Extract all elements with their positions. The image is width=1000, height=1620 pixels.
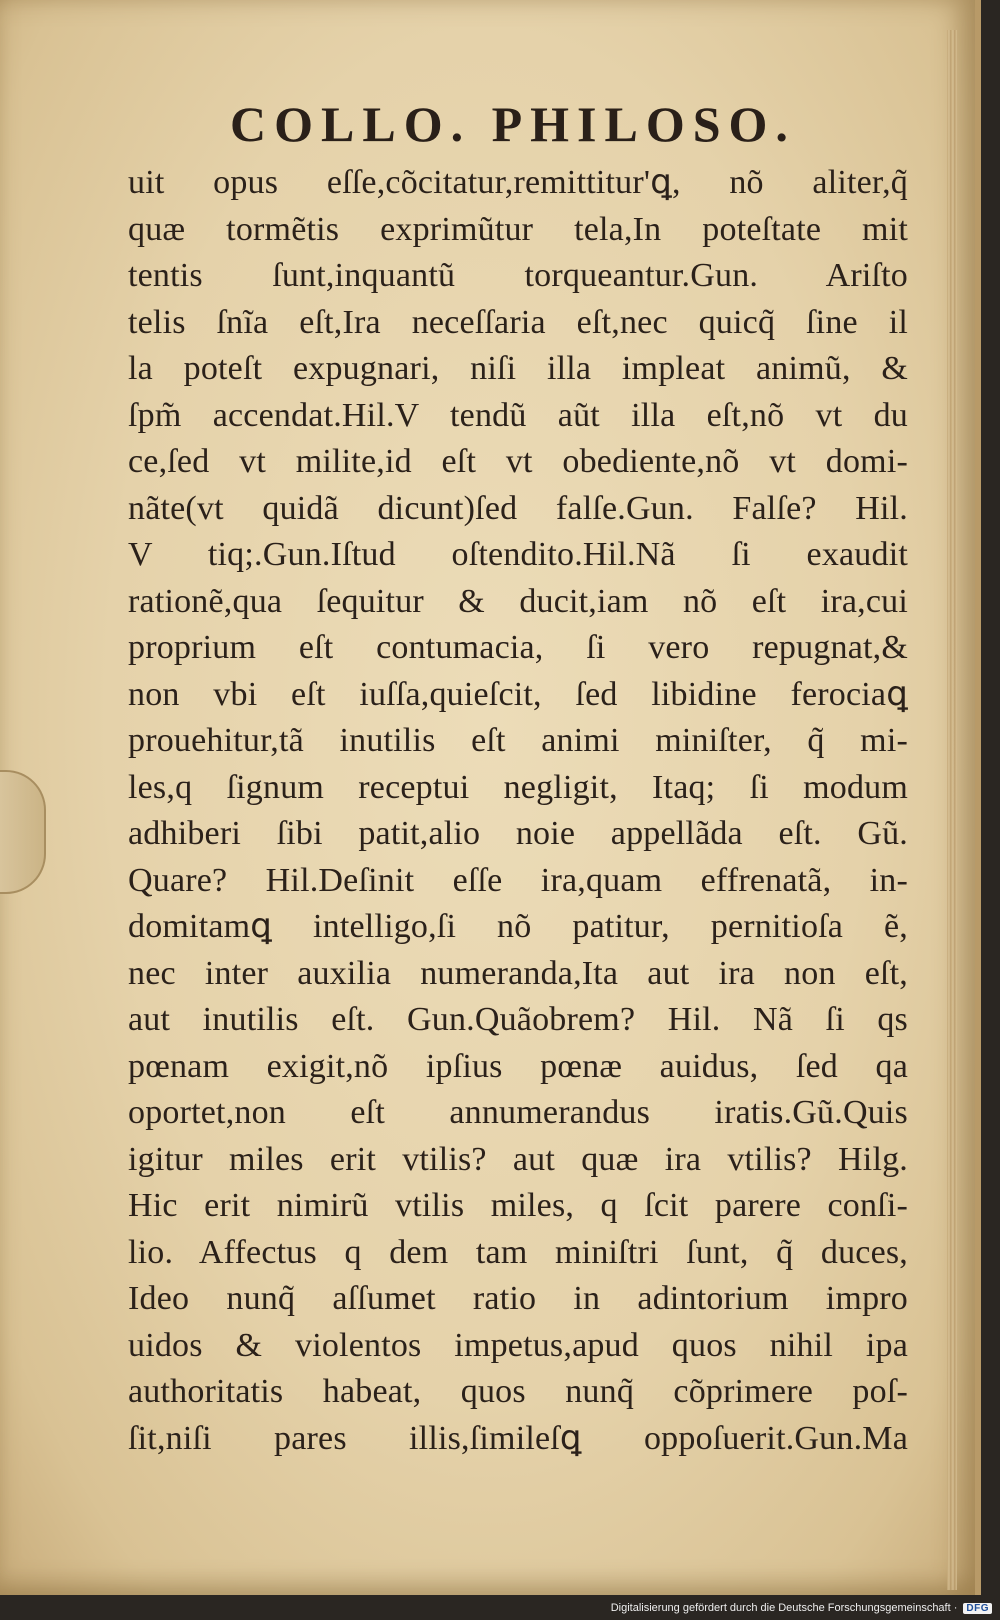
text-line: uit opus eſſe,cõcitatur,remittitur'ꝗ, nõ aliter,q̃	[128, 164, 908, 201]
text-line: non vbi eſt iuſſa,quieſcit, ſed libidine ferociaꝗ	[128, 675, 908, 713]
text-line: prouehitur,tã inutilis eſt animi miniſter, q̃ mi-	[128, 722, 908, 759]
page-clip	[0, 770, 46, 894]
text-line: telis ſnĩa eſt,Ira neceſſaria eſt,nec quicq̃ ſine il	[128, 303, 908, 341]
text-line: Quare? Hil.Deſinit eſſe ira,quam effrenatã, in-	[128, 861, 908, 899]
text-line: tentis ſunt,inquantũ torqueantur.Gun. Ariſto	[128, 257, 908, 294]
text-line: lio. Affectus q dem tam miniſtri ſunt, q̃ duces,	[128, 1233, 908, 1271]
footer-credit: Digitalisierung gefördert durch die Deutsche Forschungsgemeinschaft ·	[610, 1602, 958, 1614]
text-line: Hic erit nimirũ vtilis miles, q ſcit parere conſi-	[128, 1187, 908, 1224]
text-line: uidos & violentos impetus,apud quos nihil ipa	[128, 1326, 908, 1364]
digitization-footer	[607, 1600, 996, 1616]
text-line: pœnam exigit,nõ ipſius pœnæ auidus, ſed qa	[128, 1047, 908, 1085]
text-line: rationẽ,qua ſequitur & ducit,iam nõ eſt ira,cui	[128, 582, 908, 620]
text-line: ſpm̃ accendat.Hil.V tendũ aũt illa eſt,nõ vt du	[128, 396, 908, 434]
text-line: igitur miles erit vtilis? aut quæ ira vtilis? Hilg.	[128, 1140, 908, 1178]
text-line: ce,ſed vt milite,id eſt vt obediente,nõ vt domi-	[128, 443, 908, 480]
text-line: V tiq;.Gun.Iſtud oſtendito.Hil.Nã ſi exaudit	[128, 536, 908, 573]
text-line: ſit,niſi pares illis,ſimileſꝗ oppoſuerit.Gun.Ma	[128, 1419, 908, 1457]
text-line: nec inter auxilia numeranda,Ita aut ira non eſt,	[128, 954, 908, 992]
text-line: quæ tormẽtis exprimũtur tela,In poteſtate mit	[128, 210, 908, 248]
text-line: oportet,non eſt annumerandus iratis.Gũ.Quis	[128, 1094, 908, 1131]
dfg-logo: DFG	[963, 1603, 992, 1614]
text-line: Ideo nunq̃ aſſumet ratio in adintorium impro	[128, 1280, 908, 1317]
text-line: authoritatis habeat, quos nunq̃ cõprimere poſ-	[128, 1373, 908, 1410]
text-line: proprium eſt contumacia, ſi vero repugnat,&	[128, 629, 908, 666]
page-edge-shading	[947, 30, 957, 1590]
text-line: aut inutilis eſt. Gun.Quãobrem? Hil. Nã ſi qs	[128, 1001, 908, 1038]
text-line: nãte(vt quidã dicunt)ſed falſe.Gun. Falſe? Hil.	[128, 489, 908, 527]
body-text	[128, 160, 908, 1462]
text-line: les,q ſignum receptui negligit, Itaq; ſi modum	[128, 768, 908, 806]
running-header: COLLO. PHILOSO.	[230, 96, 796, 152]
text-line: la poteſt expugnari, niſi illa impleat animũ, &	[128, 350, 908, 387]
text-line: domitamꝗ intelligo,ſi nõ patitur, pernitioſa ẽ,	[128, 908, 908, 945]
text-line: adhiberi ſibi patit,alio noie appellãda eſt. Gũ.	[128, 815, 908, 852]
